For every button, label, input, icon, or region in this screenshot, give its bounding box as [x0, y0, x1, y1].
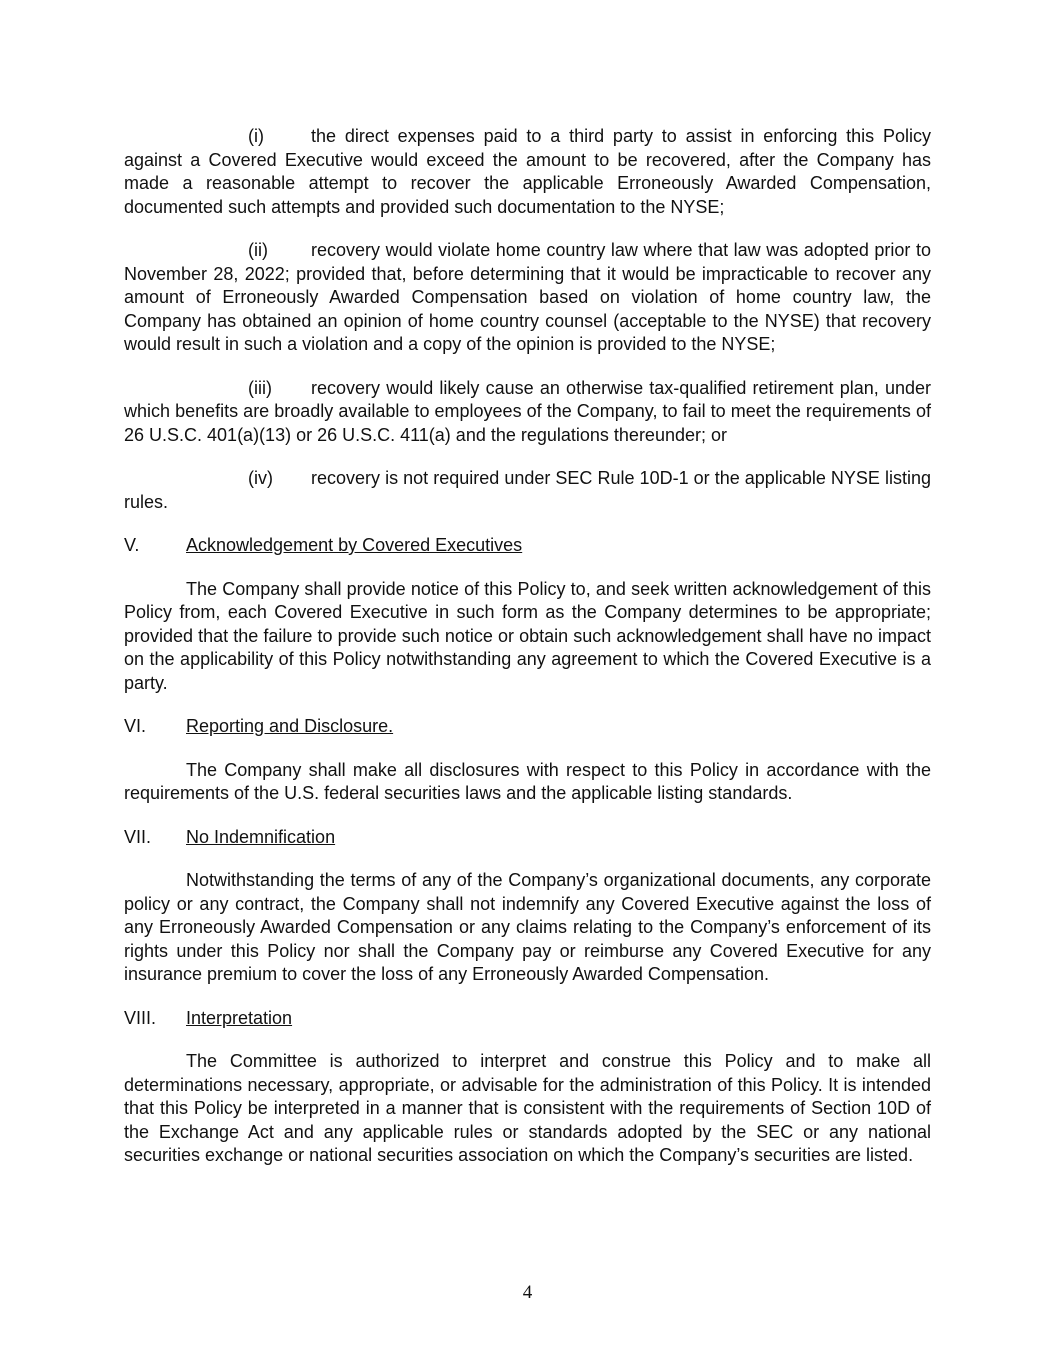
page-content [124, 125, 931, 1188]
section-title: Interpretation [186, 1007, 293, 1028]
item-number: (iv) [248, 468, 273, 488]
section-heading [124, 534, 931, 558]
section-body: Notwithstanding the terms of any of the Company’s organizational documents, any corporate policy or any contract, the Company shall not indemnify any Covered Executive against the loss of any Erroneously Awarded Compensation or any claims relating to the Company’s enforcement of its rights under this Policy nor shall the Company pay or reimburse any Covered Executive for any insurance premium to cover the loss of any Erroneously Awarded Compensation. [124, 870, 931, 984]
section-number: VIII. [124, 1007, 157, 1028]
page-number: 4 [522, 1282, 533, 1303]
item-text: the direct expenses paid to a third party to assist in enforcing this Policy against a Covered Executive would exceed the amount to be recovered, after the Company has made a reasonable attempt to recover the applicable Erroneously Awarded Compensation, documented such attempts and provided such documentation to the NYSE; [124, 126, 931, 217]
list-item [124, 467, 931, 514]
list-item [124, 239, 931, 357]
section-number: VII. [124, 826, 152, 847]
section-heading [124, 826, 931, 850]
item-text: recovery would violate home country law where that law was adopted prior to November 28, 2022; provided that, before determining that it would be impracticable to recover any amount of Erroneously Awarded Compensation based on violation of home country law, the Company has obtained an opinion of home country counsel (acceptable to the NYSE) that recovery would result in such a violation and a copy of the opinion is provided to the NYSE; [124, 240, 931, 354]
item-number: (iii) [248, 377, 272, 398]
list-item [124, 125, 931, 219]
section-body: The Company shall make all disclosures with respect to this Policy in accordance with the requirements of the U.S. federal securities laws and the applicable listing standards. [124, 759, 931, 803]
section-title: Acknowledgement by Covered Executives [186, 535, 523, 555]
section-number: VI. [124, 716, 147, 736]
item-number: (i) [248, 126, 264, 146]
item-text: recovery would likely cause an otherwise tax-qualified retirement plan, under which benefits are broadly available to employees of the Company, to fail to meet the requirements of 26 U.S.C. 401(a)(13) or 26 U.S.C. 411(a) and the regulations thereunder; or [124, 377, 931, 445]
section-heading [124, 1007, 931, 1031]
section-number: V. [124, 535, 140, 555]
item-text: recovery is not required under SEC Rule 10D-1 or the applicable NYSE listing rules. [124, 468, 931, 512]
section-body: The Company shall provide notice of this Policy to, and seek written acknowledgement of this Policy from, each Covered Executive in such form as the Company determines to be appropriate; provided that the failure to provide such notice or obtain such acknowledgement shall have no impact on the applicability of this Policy notwithstanding any agreement to which the Covered Executive is a party. [124, 578, 931, 693]
item-number: (ii) [248, 240, 268, 260]
section-heading [124, 715, 931, 739]
section-title: Reporting and Disclosure. [186, 716, 394, 736]
list-item [124, 377, 931, 448]
section-title: No Indemnification [186, 826, 336, 847]
section-body: The Committee is authorized to interpret and construe this Policy and to make all determinations necessary, appropriate, or advisable for the administration of this Policy. It is intended that this Policy be interpreted in a manner that is consistent with the requirements of Section 10D of the Exchange Act and any applicable rules or standards adopted by the SEC or any national securities exchange or national securities association on which the Company’s securities are listed. [124, 1051, 931, 1165]
